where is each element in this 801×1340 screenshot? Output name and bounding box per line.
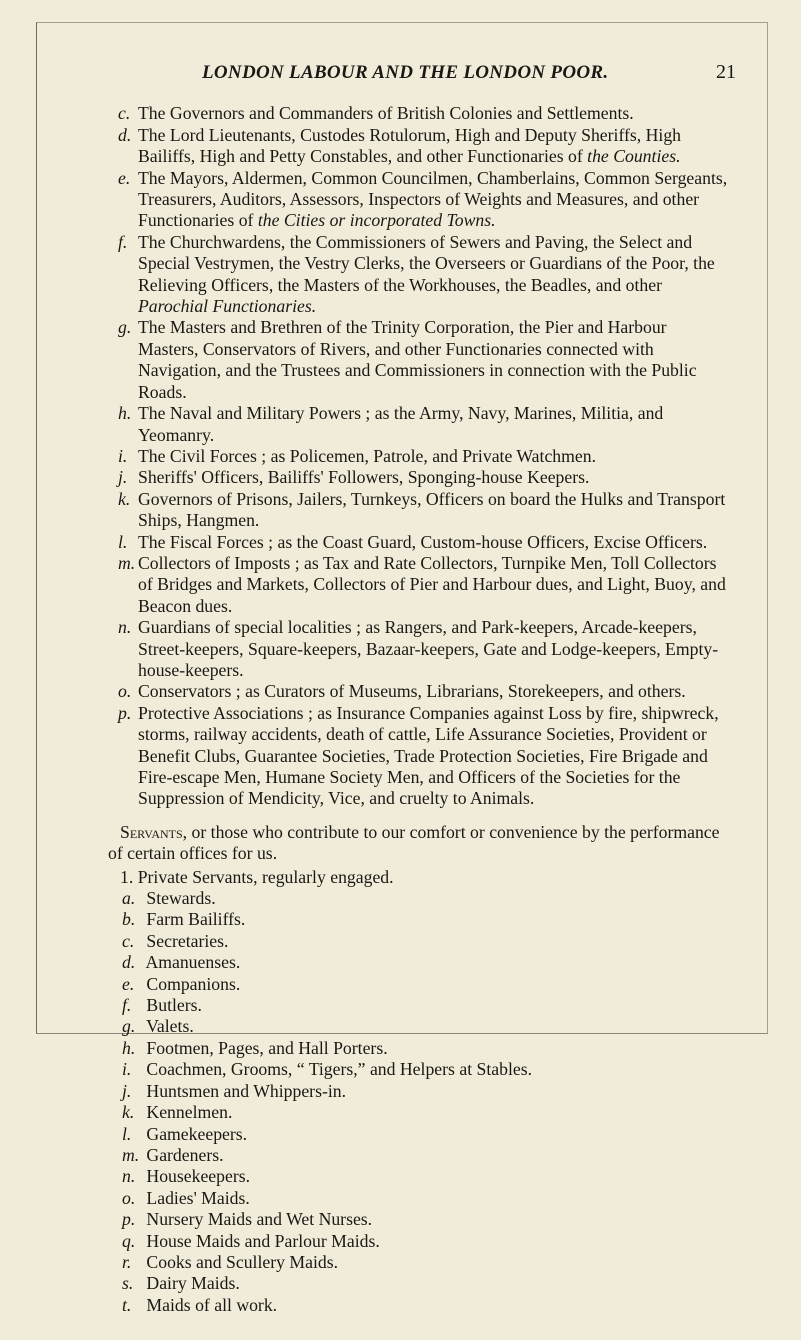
list-item xyxy=(122,1166,728,1187)
list-item xyxy=(122,1273,728,1294)
item-text: Stewards. xyxy=(142,888,216,909)
item-text: The Civil Forces ; as Policemen, Patrole, and Private Watchmen. xyxy=(138,445,597,466)
item-text: Amanuenses. xyxy=(142,952,241,973)
item-text: Governors of Prisons, Jailers, Turnkeys, Officers on board the Hulks and Transport Ships, Hangmen. xyxy=(138,488,726,531)
list-item xyxy=(108,532,728,553)
item-text: Valets. xyxy=(142,1016,194,1037)
item-text: Parochial Functionaries. xyxy=(138,296,317,317)
item-letter: e. xyxy=(118,167,131,188)
list-item xyxy=(122,1016,728,1037)
item-text: Farm Bailiffs. xyxy=(142,909,246,930)
item-letter: r. xyxy=(122,1251,132,1272)
item-text: Companions. xyxy=(142,973,241,994)
page-content xyxy=(108,61,736,1316)
item-text: the Cities or incorporated Towns. xyxy=(257,210,496,231)
item-letter: e. xyxy=(122,973,135,994)
item-text: Nursery Maids and Wet Nurses. xyxy=(142,1209,373,1230)
private-servants-heading: 1. Private Servants, regularly engaged. xyxy=(120,866,394,887)
item-letter: o. xyxy=(122,1187,136,1208)
item-letter: g. xyxy=(122,1016,136,1037)
item-text: Ladies' Maids. xyxy=(142,1187,250,1208)
item-letter: t. xyxy=(122,1294,132,1315)
servants-paragraph xyxy=(108,822,728,865)
item-letter: d. xyxy=(122,952,136,973)
item-letter: s. xyxy=(122,1273,134,1294)
item-letter: m. xyxy=(122,1144,140,1165)
item-text: Cooks and Scullery Maids. xyxy=(142,1251,339,1272)
item-letter: i. xyxy=(122,1059,132,1080)
item-letter: k. xyxy=(122,1102,135,1123)
list-item xyxy=(122,1188,728,1209)
list-item xyxy=(122,1252,728,1273)
list-item xyxy=(122,931,728,952)
list-item xyxy=(122,1081,728,1102)
list-item xyxy=(122,995,728,1016)
list-item xyxy=(122,888,728,909)
list-item xyxy=(122,1059,728,1080)
item-letter: f. xyxy=(118,231,128,252)
list-item xyxy=(122,1124,728,1145)
item-text: Butlers. xyxy=(142,995,202,1016)
list-item xyxy=(108,168,728,232)
item-text: Dairy Maids. xyxy=(142,1273,240,1294)
item-letter: l. xyxy=(118,531,128,552)
list-item xyxy=(108,467,728,488)
item-text: The Lord Lieutenants, Custodes Rotulorum, High and Deputy Sheriffs, High Bailiffs, High and Petty Constables, and other Functionaries of xyxy=(138,124,682,167)
list-item xyxy=(108,232,728,318)
item-text: Housekeepers. xyxy=(142,1166,251,1187)
item-text: The Governors and Commanders of British Colonies and Settlements. xyxy=(138,103,634,124)
item-letter: j. xyxy=(118,467,128,488)
list-item xyxy=(108,317,728,403)
functionaries-list xyxy=(108,103,728,809)
item-text: Huntsmen and Whippers-in. xyxy=(142,1080,347,1101)
item-letter: j. xyxy=(122,1080,132,1101)
list-item xyxy=(122,1038,728,1059)
item-text: The Masters and Brethren of the Trinity Corporation, the Pier and Harbour Masters, Conservators of Rivers, and other Functionaries connected with Navigation, and the Trustees and Commissioners in connection with the Public Roads. xyxy=(138,317,697,402)
list-item xyxy=(122,909,728,930)
list-item xyxy=(122,974,728,995)
item-text: Coachmen, Grooms, “ Tigers,” and Helpers at Stables. xyxy=(142,1059,533,1080)
item-letter: p. xyxy=(122,1209,136,1230)
servants-definition: , or those who contribute to our comfort or convenience by the performance of certain offices for us. xyxy=(108,821,720,864)
list-item xyxy=(108,103,728,124)
item-letter: p. xyxy=(118,702,132,723)
item-text: Gamekeepers. xyxy=(142,1123,248,1144)
item-letter: g. xyxy=(118,317,132,338)
item-letter: b. xyxy=(122,909,136,930)
private-servants-list xyxy=(108,888,728,1316)
item-text: Secretaries. xyxy=(142,930,229,951)
item-letter: m. xyxy=(118,552,136,573)
list-item xyxy=(108,446,728,467)
list-item xyxy=(108,403,728,446)
item-text: Kennelmen. xyxy=(142,1102,233,1123)
item-text: Protective Associations ; as Insurance Companies against Loss by fire, shipwreck, storms, railway accidents, death of cattle, Life Assurance Societies, Provident or Benefit Clubs, Guarantee Societies, Trade Protection Societies, Fire Brigade and Fire-escape Men, Humane Society Men, and Officers of the Societies for the Suppression of Mendicity, Vice, and cruelty to Animals. xyxy=(138,702,719,809)
item-text: Sheriffs' Officers, Bailiffs' Followers, Sponging-house Keepers. xyxy=(138,467,590,488)
list-item xyxy=(108,617,728,681)
list-item xyxy=(108,681,728,702)
item-text: The Fiscal Forces ; as the Coast Guard, Custom-house Officers, Excise Officers. xyxy=(138,531,708,552)
item-letter: o. xyxy=(118,681,132,702)
list-item xyxy=(122,952,728,973)
item-letter: q. xyxy=(122,1230,136,1251)
page-number: 21 xyxy=(716,61,736,83)
list-item xyxy=(108,553,728,617)
item-text: House Maids and Parlour Maids. xyxy=(142,1230,380,1251)
list-item xyxy=(122,1102,728,1123)
list-item xyxy=(122,1145,728,1166)
item-letter: d. xyxy=(118,124,132,145)
item-text: The Churchwardens, the Commissioners of Sewers and Paving, the Select and Special Vestrymen, the Vestry Clerks, the Overseers or Guardians of the Poor, the Relieving Officers, the Masters of the Workhouses, the Beadles, and other xyxy=(138,231,715,295)
item-letter: c. xyxy=(122,930,135,951)
list-item xyxy=(108,703,728,810)
item-text: Gardeners. xyxy=(142,1144,224,1165)
item-letter: n. xyxy=(122,1166,136,1187)
item-letter: a. xyxy=(122,888,136,909)
item-text: the Counties. xyxy=(587,146,681,167)
servants-heading: Servants xyxy=(120,821,183,842)
item-letter: h. xyxy=(118,403,132,424)
list-item xyxy=(122,1209,728,1230)
list-item xyxy=(108,489,728,532)
item-text: The Mayors, Aldermen, Common Councilmen, Chamberlains, Common Sergeants, Treasurers, Auditors, Assessors, Inspectors of Weights and Measures, and other Functionaries of xyxy=(138,167,728,231)
item-text: Footmen, Pages, and Hall Porters. xyxy=(142,1037,388,1058)
item-letter: h. xyxy=(122,1037,136,1058)
list-item xyxy=(122,1231,728,1252)
item-letter: n. xyxy=(118,617,132,638)
item-letter: l. xyxy=(122,1123,132,1144)
item-letter: k. xyxy=(118,488,131,509)
item-text: The Naval and Military Powers ; as the Army, Navy, Marines, Militia, and Yeomanry. xyxy=(138,403,664,445)
item-text: Maids of all work. xyxy=(142,1294,278,1315)
list-item xyxy=(108,125,728,168)
item-letter: c. xyxy=(118,103,131,124)
item-text: Conservators ; as Curators of Museums, Librarians, Storekeepers, and others. xyxy=(138,681,686,702)
item-letter: f. xyxy=(122,995,132,1016)
running-title: LONDON LABOUR AND THE LONDON POOR. xyxy=(202,62,609,83)
item-letter: i. xyxy=(118,445,128,466)
item-text: Collectors of Imposts ; as Tax and Rate Collectors, Turnpike Men, Toll Collectors of Bridges and Markets, Collectors of Pier and Harbour dues, and Light, Buoy, and Beacon dues. xyxy=(138,552,726,616)
item-text: Guardians of special localities ; as Rangers, and Park-keepers, Arcade-keepers, Street-keepers, Square-keepers, Bazaar-keepers, Gate and Lodge-keepers, Empty-house-keepers. xyxy=(138,617,719,680)
list-item xyxy=(122,1295,728,1316)
running-header xyxy=(108,61,736,83)
